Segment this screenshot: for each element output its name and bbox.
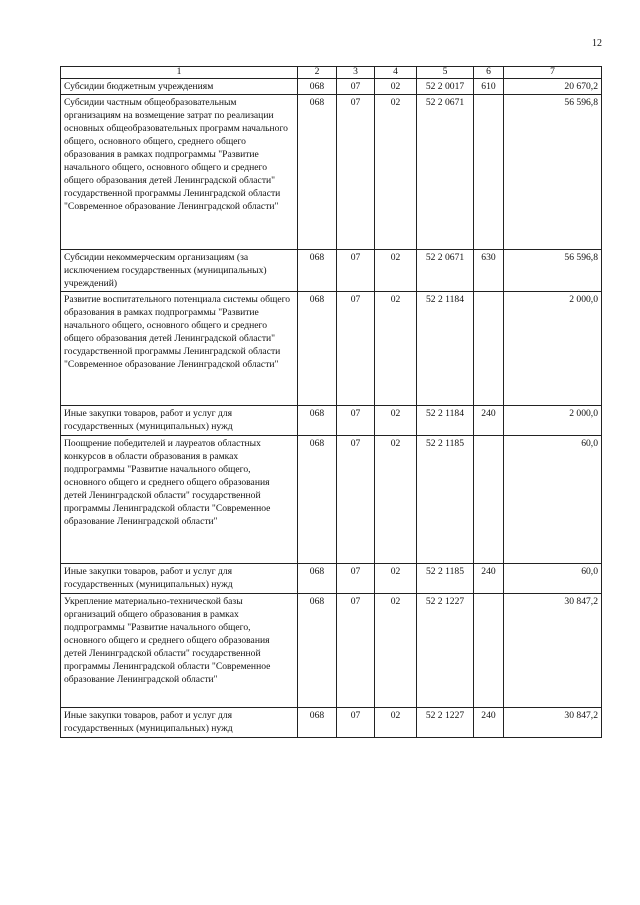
row-subsection-code: 02	[375, 250, 417, 292]
row-target-code: 52 2 0017	[417, 79, 474, 95]
table-header-row	[61, 67, 602, 79]
row-section-code: 07	[337, 564, 375, 594]
row-target-code: 52 2 1184	[417, 292, 474, 406]
row-expense-type	[474, 594, 504, 708]
column-header-1: 1	[61, 67, 298, 79]
table-row	[61, 79, 602, 95]
table-row	[61, 95, 602, 250]
row-description: Иные закупки товаров, работ и услуг для государственных (муниципальных) нужд	[61, 708, 298, 738]
row-section-code: 07	[337, 79, 375, 95]
row-target-code: 52 2 1185	[417, 564, 474, 594]
row-description: Субсидии некоммерческим организациям (за исключением государственных (муниципальных) учреждений)	[61, 250, 298, 292]
row-target-code: 52 2 1184	[417, 406, 474, 436]
row-expense-type: 630	[474, 250, 504, 292]
row-expense-type	[474, 436, 504, 564]
row-section-code: 07	[337, 95, 375, 250]
row-expense-type	[474, 292, 504, 406]
row-description: Развитие воспитательного потенциала системы общего образования в рамках подпрограммы "Развитие начального общего, основного общего и среднего общего образования детей Ленинградской области" государственной программы Ленинградской области "Современное образование Ленинградской области"	[61, 292, 298, 406]
row-expense-type	[474, 95, 504, 250]
row-ministry-code: 068	[298, 708, 337, 738]
row-subsection-code: 02	[375, 79, 417, 95]
row-amount: 56 596,8	[504, 250, 602, 292]
row-description: Укрепление материально-технической базы организаций общего образования в рамках подпрограммы "Развитие начального общего, основного общего и среднего общего образования детей Ленинградской области" государственной программы Ленинградской области "Современное образование Ленинградской области"	[61, 594, 298, 708]
row-amount: 20 670,2	[504, 79, 602, 95]
column-header-2: 2	[298, 67, 337, 79]
row-subsection-code: 02	[375, 594, 417, 708]
row-subsection-code: 02	[375, 708, 417, 738]
column-header-4: 4	[375, 67, 417, 79]
column-header-5: 5	[417, 67, 474, 79]
row-ministry-code: 068	[298, 436, 337, 564]
row-target-code: 52 2 0671	[417, 95, 474, 250]
row-subsection-code: 02	[375, 564, 417, 594]
row-description: Субсидии бюджетным учреждениям	[61, 79, 298, 95]
row-target-code: 52 2 1227	[417, 594, 474, 708]
row-target-code: 52 2 1185	[417, 436, 474, 564]
row-description: Субсидии частным общеобразовательным организациям на возмещение затрат по реализации основных общеобразовательных программ начального общего, основного общего, среднего общего образования в рамках подпрограммы "Развитие начального общего, основного общего и среднего общего образования детей Ленинградской области" государственной программы Ленинградской области "Современное образование Ленинградской области"	[61, 95, 298, 250]
row-amount: 30 847,2	[504, 594, 602, 708]
row-section-code: 07	[337, 594, 375, 708]
row-amount: 56 596,8	[504, 95, 602, 250]
row-description: Поощрение победителей и лауреатов областных конкурсов в области образования в рамках подпрограммы "Развитие начального общего, основного общего и среднего общего образования детей Ленинградской области" государственной программы Ленинградской области "Современное образование Ленинградской области"	[61, 436, 298, 564]
row-expense-type: 610	[474, 79, 504, 95]
row-amount: 2 000,0	[504, 406, 602, 436]
row-section-code: 07	[337, 292, 375, 406]
row-ministry-code: 068	[298, 594, 337, 708]
row-subsection-code: 02	[375, 95, 417, 250]
row-ministry-code: 068	[298, 79, 337, 95]
row-ministry-code: 068	[298, 406, 337, 436]
row-target-code: 52 2 1227	[417, 708, 474, 738]
table-row	[61, 708, 602, 738]
row-expense-type: 240	[474, 708, 504, 738]
row-section-code: 07	[337, 250, 375, 292]
row-amount: 30 847,2	[504, 708, 602, 738]
row-amount: 60,0	[504, 564, 602, 594]
column-header-3: 3	[337, 67, 375, 79]
table-row	[61, 406, 602, 436]
column-header-6: 6	[474, 67, 504, 79]
row-subsection-code: 02	[375, 436, 417, 564]
row-section-code: 07	[337, 406, 375, 436]
row-amount: 2 000,0	[504, 292, 602, 406]
row-section-code: 07	[337, 708, 375, 738]
row-ministry-code: 068	[298, 95, 337, 250]
row-ministry-code: 068	[298, 564, 337, 594]
table-row	[61, 564, 602, 594]
row-section-code: 07	[337, 436, 375, 564]
budget-table	[60, 66, 602, 738]
row-ministry-code: 068	[298, 250, 337, 292]
row-subsection-code: 02	[375, 292, 417, 406]
column-header-7: 7	[504, 67, 602, 79]
table-row	[61, 594, 602, 708]
row-subsection-code: 02	[375, 406, 417, 436]
row-expense-type: 240	[474, 406, 504, 436]
row-description: Иные закупки товаров, работ и услуг для государственных (муниципальных) нужд	[61, 564, 298, 594]
row-expense-type: 240	[474, 564, 504, 594]
table-row	[61, 292, 602, 406]
row-amount: 60,0	[504, 436, 602, 564]
row-description: Иные закупки товаров, работ и услуг для государственных (муниципальных) нужд	[61, 406, 298, 436]
table-row	[61, 436, 602, 564]
table-row	[61, 250, 602, 292]
page-number: 12	[592, 38, 602, 49]
row-ministry-code: 068	[298, 292, 337, 406]
row-target-code: 52 2 0671	[417, 250, 474, 292]
